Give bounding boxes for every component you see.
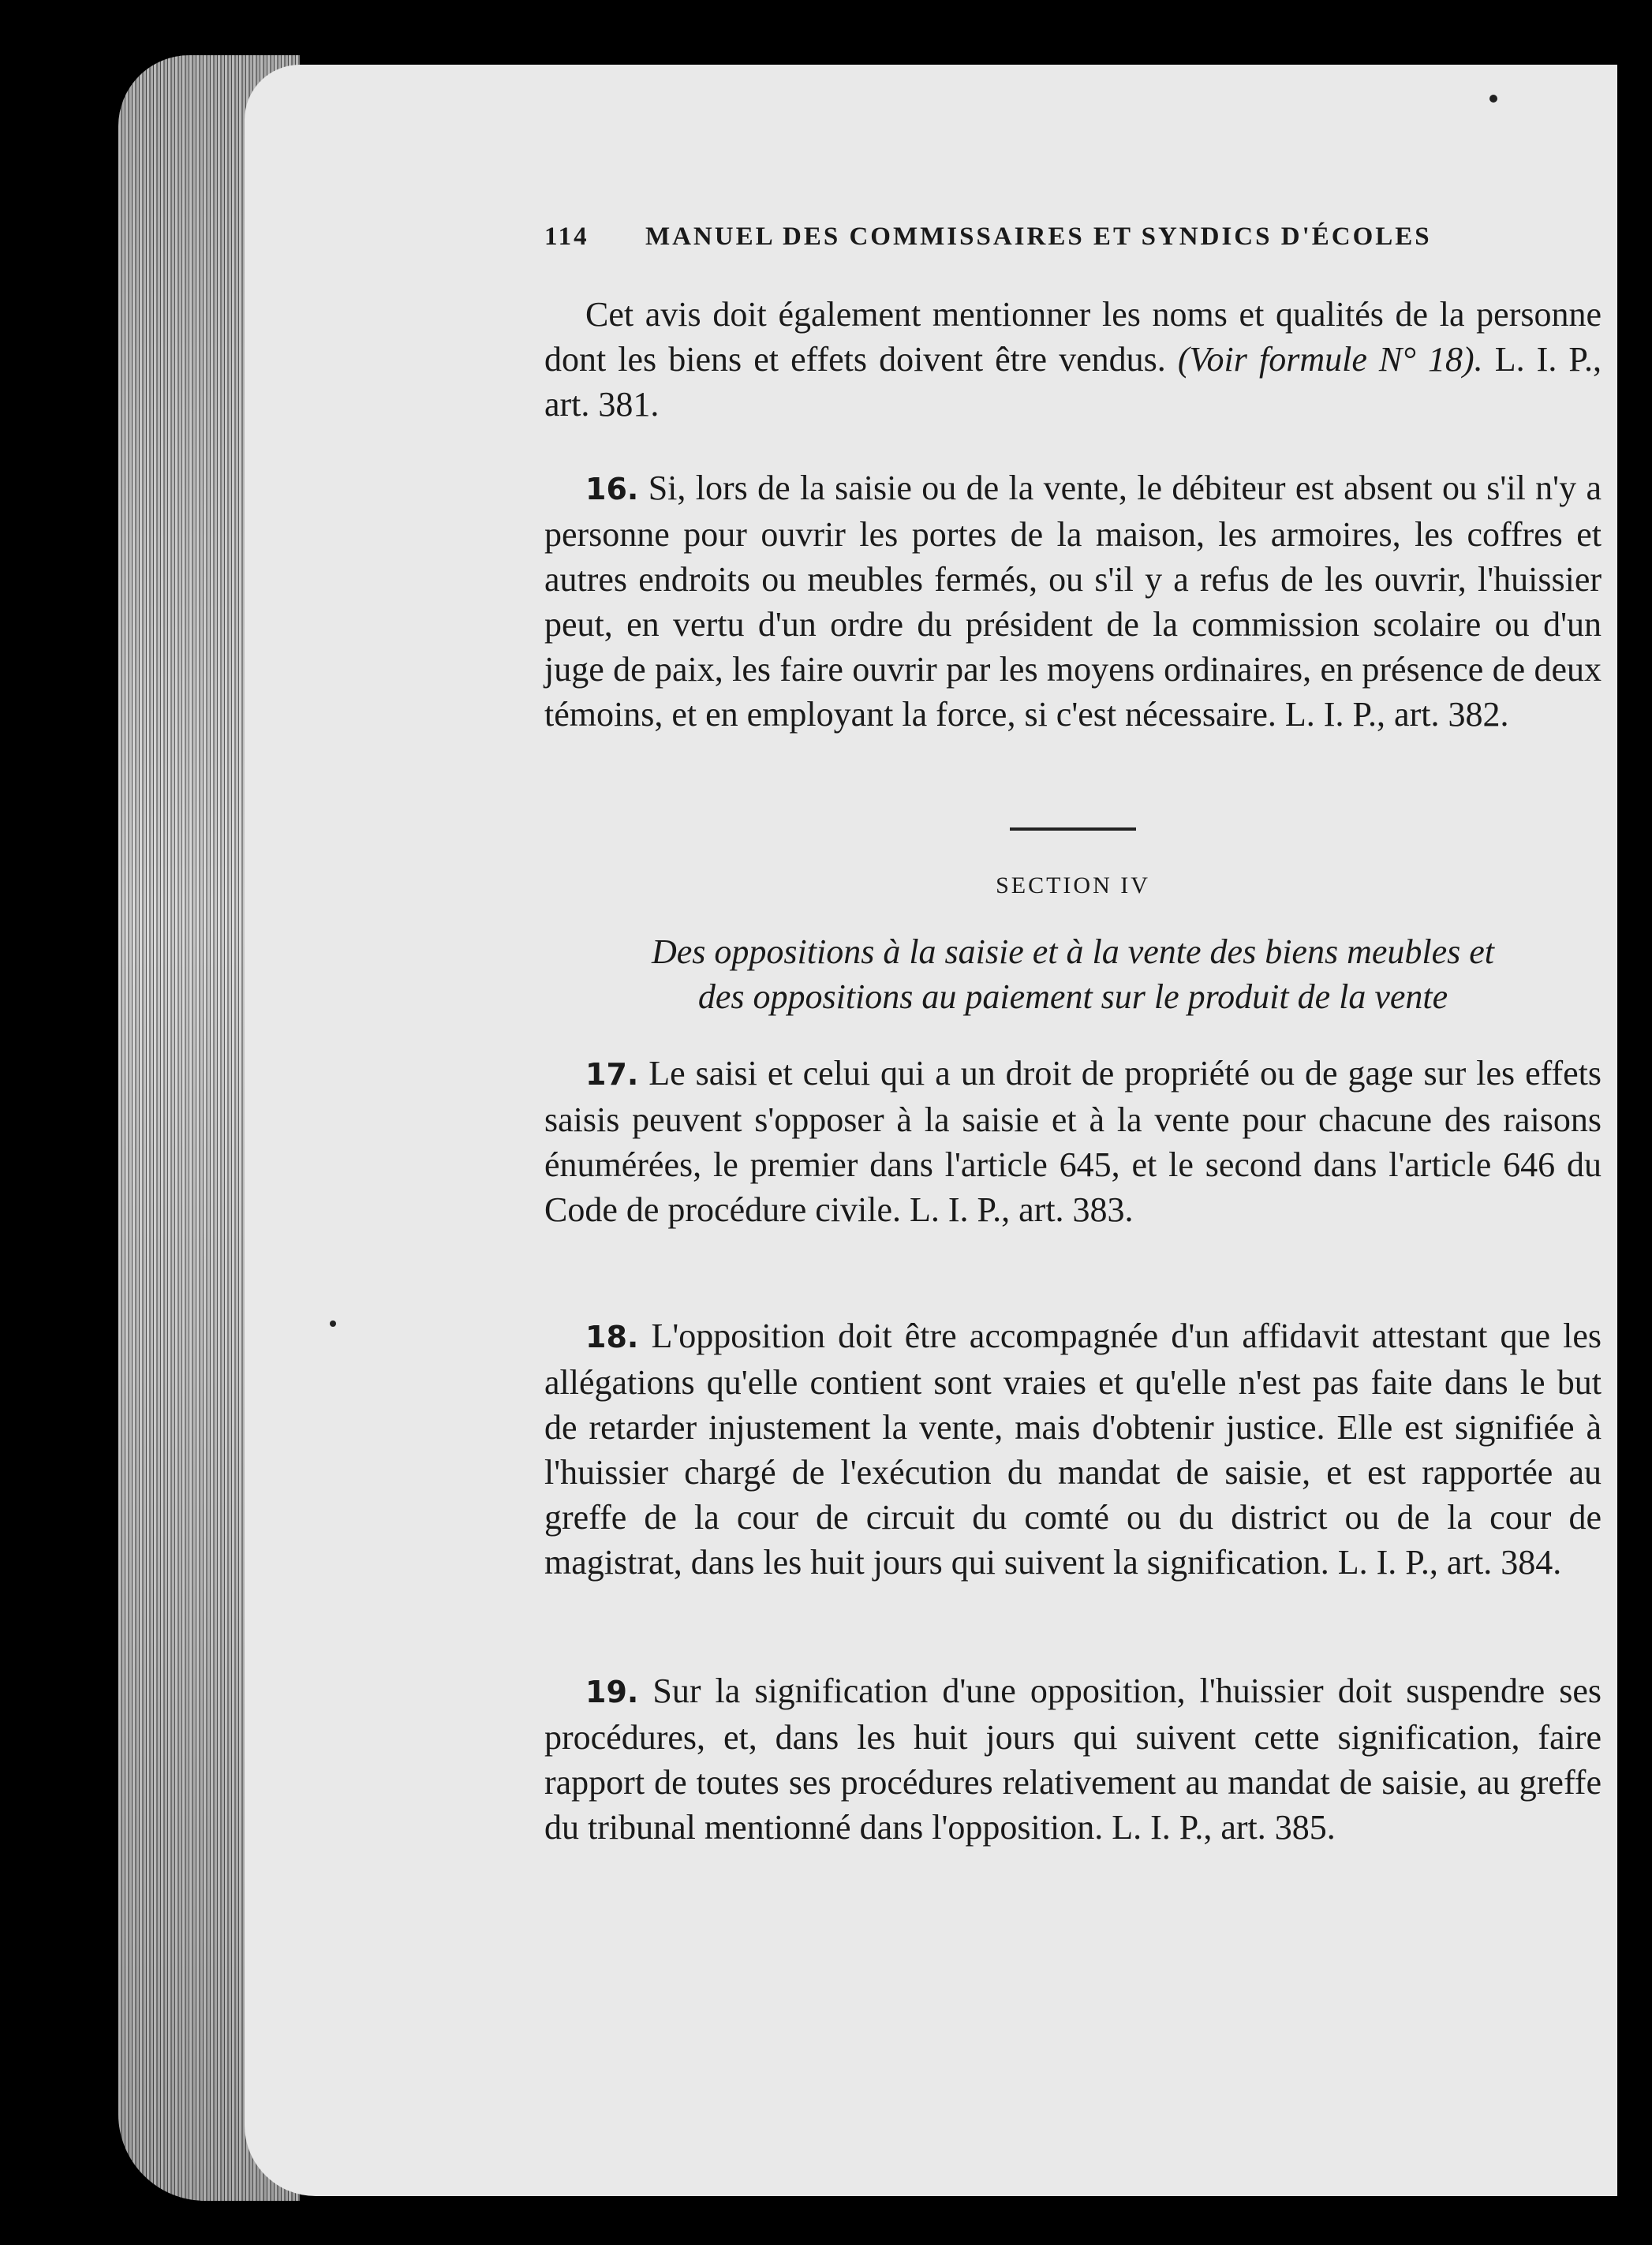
section-title <box>544 929 1602 1019</box>
paragraph-text: Le saisi et celui qui a un droit de propriété ou de gage sur les effets saisis peuvent s'opposer à la saisie et à la vente pour chacune des raisons énumérées, le premier dans l'article 645, et le second dans l'article 646 du Code de procédure civile. L. I. P., art. 383. <box>544 1054 1602 1229</box>
paragraph-number: 19. <box>585 1675 639 1709</box>
paragraph-text: L'opposition doit être accompagnée d'un affidavit attestant que les allégations qu'elle contient sont vraies et qu'elle n'est pas faite dans le but de retarder injustement la vente, mais d'obtenir justice. Elle est signifiée à l'huissier chargé de l'exécution du mandat de saisie, et est rapportée au greffe de la cour de circuit du comté ou du district ou de la cour de magistrat, dans les huit jours qui suivent la signification. L. I. P., art. 384. <box>544 1317 1602 1582</box>
section-title-line: des oppositions au paiement sur le produit de la vente <box>697 977 1448 1016</box>
dust-speck <box>330 1320 336 1327</box>
paragraph-number: 18. <box>585 1320 639 1354</box>
section-label: SECTION IV <box>996 872 1150 898</box>
paragraph-19 <box>544 1668 1602 1850</box>
running-header <box>544 222 1491 252</box>
law-reference: L. I. P., art. 381. <box>544 340 1602 424</box>
paragraph-18 <box>544 1313 1602 1585</box>
paragraph-continuation <box>544 292 1602 427</box>
paragraph-text: Sur la signification d'une opposition, l'huissier doit suspendre ses procédures, et, dans les huit jours qui suivent cette signification, faire rapport de toutes ses procédures relativement au mandat de saisie, au greffe du tribunal mentionné dans l'opposition. L. I. P., art. 385. <box>544 1672 1602 1847</box>
paragraph-text: Cet avis doit également mentionner les noms et qualités de la personne dont les biens et effets doivent être vendus. <box>544 295 1602 379</box>
section-divider <box>1010 827 1136 831</box>
paragraph-16 <box>544 465 1602 737</box>
paragraph-number: 17. <box>585 1057 639 1092</box>
dust-speck <box>1489 95 1497 103</box>
paragraph-number: 16. <box>585 472 639 506</box>
paragraph-17 <box>544 1051 1602 1232</box>
page-number: 114 <box>544 222 589 251</box>
section-title-line: Des oppositions à la saisie et à la vente des biens meubles et <box>651 932 1495 971</box>
running-head-title: MANUEL DES COMMISSAIRES ET SYNDICS D'ÉCOLES <box>645 222 1432 251</box>
paragraph-text: Si, lors de la saisie ou de la vente, le débiteur est absent ou s'il n'y a personne pour ouvrir les portes de la maison, les armoires, les coffres et autres endroits ou meubles fermés, ou s'il y a refus de les ouvrir, l'huissier peut, en vertu d'un ordre du président de la commission scolaire ou d'un juge de paix, les faire ouvrir par les moyens ordinaires, en présence de deux témoins, et en employant la force, si c'est nécessaire. L. I. P., art. 382. <box>544 469 1602 734</box>
formula-reference: (Voir formule N° 18). <box>1177 340 1483 379</box>
